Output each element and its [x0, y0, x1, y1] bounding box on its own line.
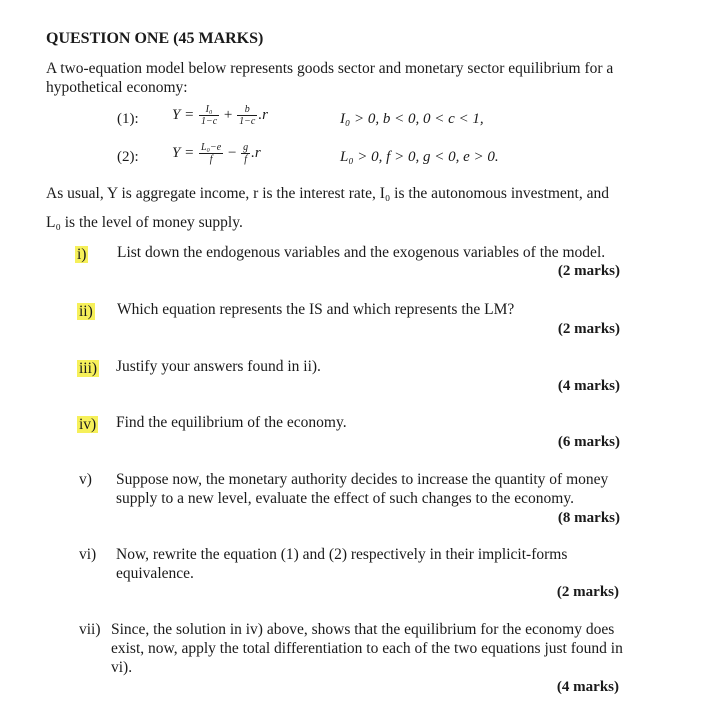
intro-line-1: A two-equation model below represents goods sector and monetary sector equilibrium for a [46, 60, 614, 77]
definitions-line-2: L₀ is the level of money supply. [46, 214, 243, 231]
equation-2-operator: − [227, 144, 237, 161]
question-ii-text: Which equation represents the IS and which represents the LM? [117, 301, 515, 318]
equation-1-fraction-2: $\frac{b}{1-c}$ [239, 104, 256, 127]
question-iii-number: iii) [79, 360, 98, 377]
question-ii-number: ii) [79, 303, 93, 320]
question-vii-text-line-2: exist, now, apply the total differentiation to each of the two equations just found in [111, 640, 623, 657]
intro-line-2: hypothetical economy: [46, 79, 188, 96]
equation-2-tail: .r [251, 144, 261, 161]
equation-1-label: (1): [117, 111, 139, 127]
equation-1-conditions: I₀ > 0, b < 0, 0 < c < 1, [340, 111, 484, 127]
equation-1-fraction-1: $\frac{\text{I₀}}{1-c}$ [200, 104, 218, 127]
question-iv-text: Find the equilibrium of the economy. [116, 414, 347, 431]
question-vi-marks: (2 marks) [556, 584, 619, 600]
question-i-text: List down the endogenous variables and the exogenous variables of the model. [117, 244, 606, 261]
equation-2 [172, 142, 261, 165]
question-v-text-line-2: supply to a new level, evaluate the effect of such changes to the economy. [116, 490, 574, 507]
question-vi-number: vi) [79, 546, 97, 563]
question-vi-text-line-2: equivalence. [116, 565, 194, 582]
equation-1-lhs: Y = [172, 106, 195, 123]
question-vii-text-line-3: vi). [111, 659, 133, 676]
definitions-line-1: As usual, Y is aggregate income, r is the interest rate, I₀ is the autonomous investment, and [46, 185, 609, 202]
question-i-number: i) [77, 246, 87, 263]
equation-2-fraction-1: $\frac{\text{L₀−e}}{f}$ [200, 142, 222, 165]
question-i-marks: (2 marks) [557, 263, 620, 279]
question-v-text-line-1: Suppose now, the monetary authority decides to increase the quantity of money [116, 471, 609, 488]
question-vi-text-line-1: Now, rewrite the equation (1) and (2) respectively in their implicit-forms [116, 546, 568, 563]
question-vii-text-line-1: Since, the solution in iv) above, shows that the equilibrium for the economy does [111, 621, 615, 638]
question-iii-text: Justify your answers found in ii). [116, 358, 321, 375]
question-v-marks: (8 marks) [557, 510, 620, 526]
equation-2-lhs: Y = [172, 144, 195, 161]
question-iii-marks: (4 marks) [557, 378, 620, 394]
question-vii-marks: (4 marks) [556, 679, 619, 695]
question-ii-marks: (2 marks) [557, 321, 620, 337]
question-title: QUESTION ONE (45 MARKS) [46, 30, 264, 47]
equation-1 [172, 104, 268, 127]
equation-2-fraction-2: $\frac{g}{f}$ [243, 142, 249, 165]
equation-2-label: (2): [117, 149, 139, 165]
equation-1-operator: + [223, 106, 233, 123]
question-iv-number: iv) [79, 416, 97, 433]
question-iv-marks: (6 marks) [557, 434, 620, 450]
equation-2-conditions: L₀ > 0, f > 0, g < 0, e > 0. [340, 149, 499, 165]
question-vii-number: vii) [79, 621, 101, 638]
equation-1-tail: .r [258, 106, 268, 123]
question-v-number: v) [79, 471, 92, 488]
